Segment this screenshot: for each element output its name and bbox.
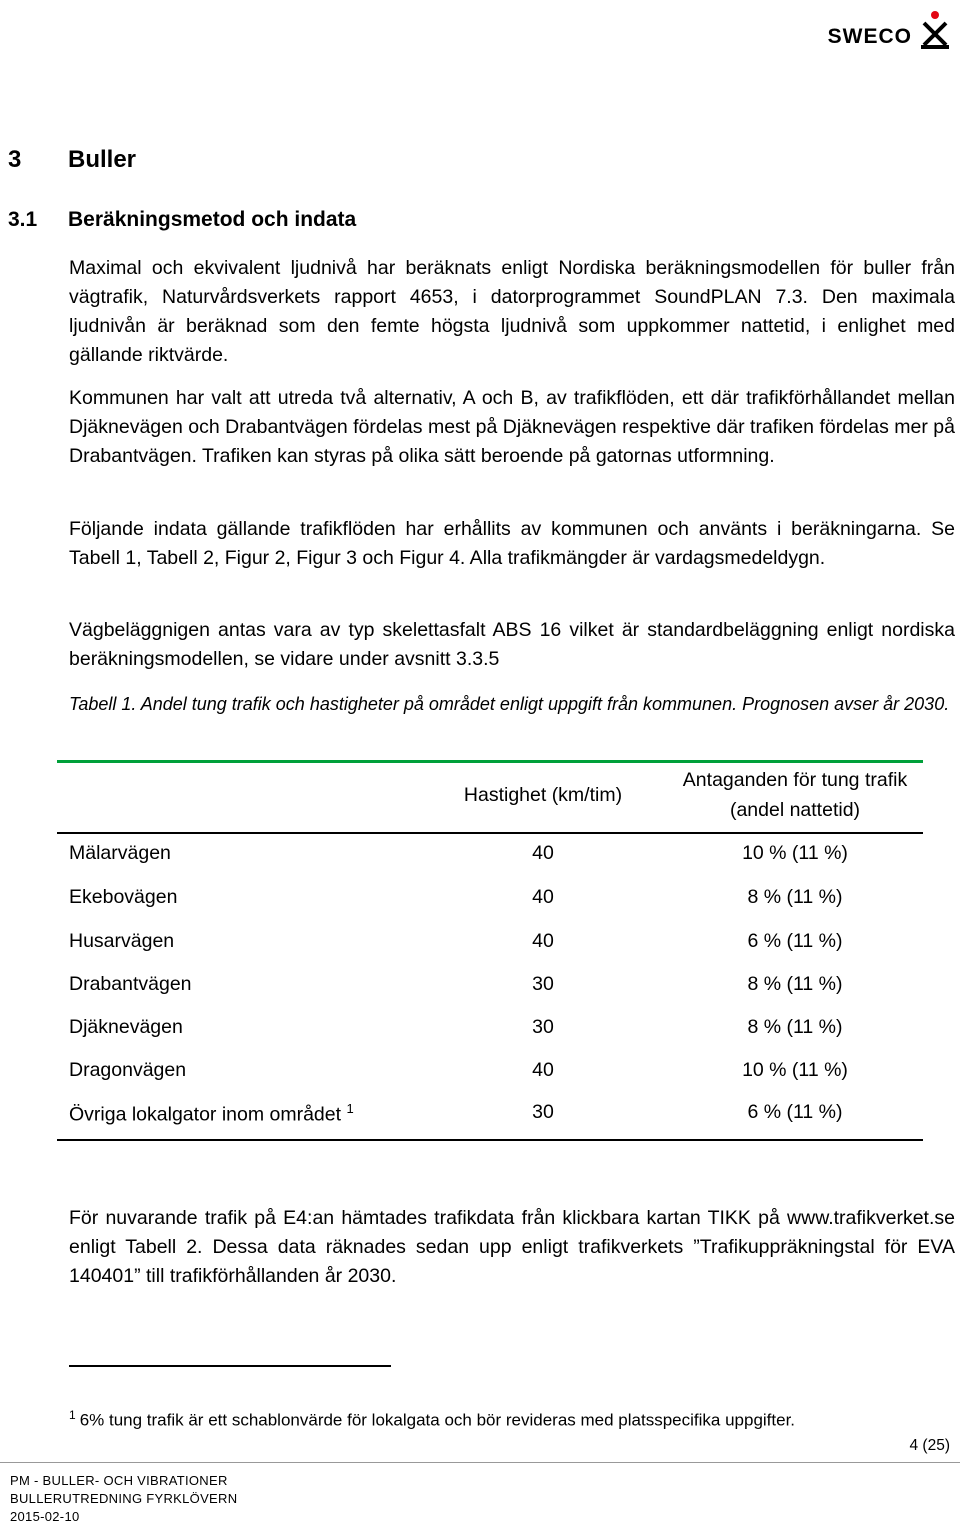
paragraph-surface: Vägbeläggnigen antas vara av typ skelettasfalt ABS 16 vilket är standardbeläggning enligt nordiska beräkningsmodellen, se vidare under avsnitt 3.3.5	[69, 619, 955, 670]
header-speed: Hastighet (km/tim)	[463, 784, 623, 806]
road-name: Drabantvägen	[69, 973, 192, 995]
road-name: Djäknevägen	[69, 1016, 183, 1038]
table-top-rule	[57, 760, 923, 763]
sweco-mark-icon	[918, 9, 952, 51]
section-heading	[8, 146, 136, 174]
road-name: Dragonvägen	[69, 1059, 187, 1081]
table-row	[57, 886, 923, 930]
paragraph-e4: För nuvarande trafik på E4:an hämtades trafikdata från klickbara kartan TIKK på www.trafikverket.se enligt Tabell 2. Dessa data räknades sedan upp enligt trafikverkets ”Trafikuppräkningstal för EVA 140401” till trafikförhållanden år 2030.	[69, 1207, 955, 1287]
footnote-text: 6% tung trafik är ett schablonvärde för lokalgata och bör revideras med platsspecifika uppgifter.	[79, 1410, 796, 1430]
subsection-heading	[8, 208, 356, 232]
footer-line-3: 2015-02-10	[10, 1509, 80, 1524]
footer-rule	[0, 1462, 960, 1463]
heavy-share: 8 % (11 %)	[747, 973, 843, 995]
table-row	[57, 1016, 923, 1060]
subsection-number: 3.1	[8, 208, 38, 231]
logo-text: SWECO	[827, 25, 912, 48]
road-name-text: Övriga lokalgator inom området	[69, 1103, 342, 1126]
section-number: 3	[8, 146, 22, 173]
speed-value: 40	[532, 930, 554, 952]
footer-line-2: BULLERUTREDNING FYRKLÖVERN	[10, 1491, 238, 1506]
table-row	[57, 973, 923, 1017]
speed-value: 40	[532, 886, 554, 908]
footnote-separator	[69, 1365, 391, 1367]
footnote-number: 1	[69, 1408, 76, 1422]
speed-value: 30	[532, 973, 554, 995]
heavy-share: 6 % (11 %)	[747, 1101, 843, 1123]
speed-value: 40	[532, 1059, 554, 1081]
page-number: 4 (25)	[909, 1437, 950, 1454]
sweco-logo	[828, 8, 952, 52]
table-row	[57, 930, 923, 974]
speed-value: 30	[532, 1016, 554, 1038]
table-bottom-rule	[57, 1139, 923, 1141]
table-row	[57, 842, 923, 886]
heavy-share: 8 % (11 %)	[747, 886, 843, 908]
table-row	[57, 1059, 923, 1103]
heavy-share: 10 % (11 %)	[742, 1059, 848, 1081]
heavy-share: 6 % (11 %)	[747, 930, 843, 952]
speed-value: 40	[532, 842, 554, 864]
speed-value: 30	[532, 1101, 554, 1123]
road-name: Ekebovägen	[69, 886, 178, 908]
paragraph-method: Maximal och ekvivalent ljudnivå har beräknats enligt Nordiska beräkningsmodellen för buller från vägtrafik, Naturvårdsverkets rapport 4653, i datorprogrammet SoundPLAN 7.3. Den maximala ljudnivån är beräknad som den femte högsta ljudnivå som uppkommer nattetid, i enlighet med gällande riktvärde.	[69, 257, 955, 366]
subsection-title: Beräkningsmetod och indata	[68, 208, 357, 231]
road-name	[69, 1101, 354, 1127]
paragraph-indata: Följande indata gällande trafikflöden har erhållits av kommunen och använts i beräkningarna. Se Tabell 1, Tabell 2, Figur 2, Figur 3 och Figur 4. Alla trafikmängder är vardagsmedeldygn.	[69, 518, 955, 569]
road-name: Husarvägen	[69, 930, 175, 952]
footnote-ref: 1	[346, 1101, 354, 1116]
paragraph-alternatives: Kommunen har valt att utreda två alternativ, A och B, av trafikflöden, ett där trafikförhållandet mellan Djäknevägen och Drabantvägen fördelas mest på Djäknevägen respektive där trafiken fördelas mer på Drabantvägen. Trafiken kan styras på olika sätt beroende på gatornas utformning.	[69, 387, 955, 467]
table-caption: Tabell 1. Andel tung trafik och hastigheter på området enligt uppgift från kommunen. Prognosen avser år 2030.	[69, 694, 950, 714]
footnote	[69, 1403, 795, 1433]
heavy-share: 10 % (11 %)	[742, 842, 848, 864]
road-name: Mälarvägen	[69, 842, 171, 864]
heavy-share: 8 % (11 %)	[747, 1016, 843, 1038]
section-title: Buller	[68, 146, 137, 173]
header-heavy-traffic: Antaganden för tung trafik (andel nattetid)	[682, 769, 908, 821]
footer-line-1: PM - BULLER- OCH VIBRATIONER	[10, 1473, 228, 1488]
table-header-rule	[57, 832, 923, 834]
